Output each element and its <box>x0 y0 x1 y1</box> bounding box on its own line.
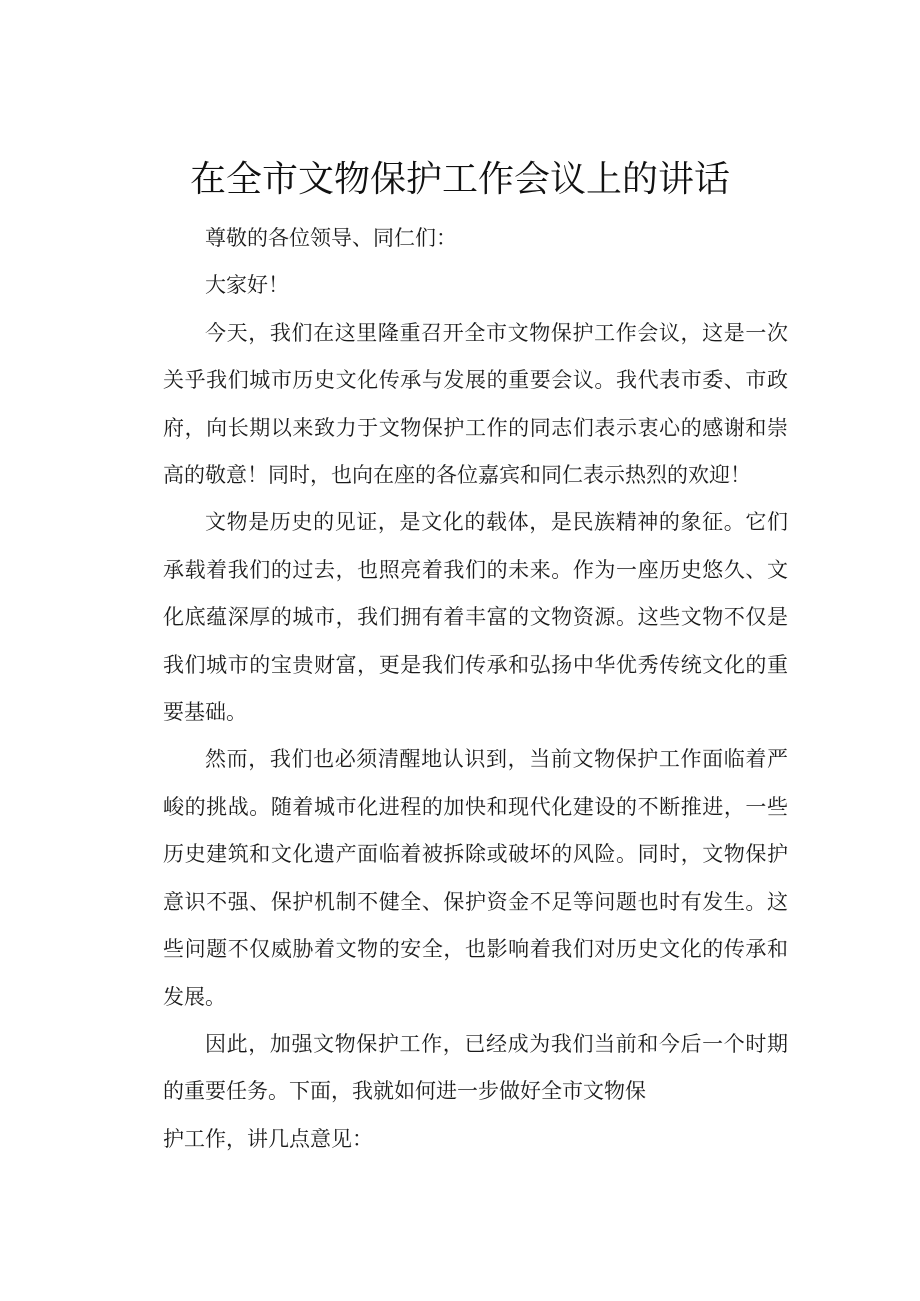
salutation-paragraph: 尊敬的各位领导、同仁们： <box>205 226 457 250</box>
significance-paragraph: 文物是历史的见证，是文化的载体，是民族精神的象征。它们承载着我们的过去，也照亮着我们的未来。作为一座历史悠久、文化底蕴深厚的城市，我们拥有着丰富的文物资源。这些文物不仅是我们城市的宝贵财富，更是我们传承和弘扬中华优秀传统文化的重要基础。 <box>163 510 788 725</box>
opening-paragraph: 今天，我们在这里隆重召开全市文物保护工作会议，这是一次关乎我们城市历史文化传承与发展的重要会议。我代表市委、市政府，向长期以来致力于文物保护工作的同志们表示衷心的感谢和崇高的敬意！同时，也向在座的各位嘉宾和同仁表示热烈的欢迎！ <box>163 320 788 488</box>
greeting-paragraph: 大家好！ <box>205 273 289 298</box>
task-paragraph-continuation: 护工作，讲几点意见： <box>163 1126 373 1151</box>
document-body <box>163 215 788 1163</box>
task-paragraph: 因此，加强文物保护工作，已经成为我们当前和今后一个时期的重要任务。下面，我就如何进一步做好全市文物保 <box>163 1031 788 1104</box>
challenges-paragraph: 然而，我们也必须清醒地认识到，当前文物保护工作面临着严峻的挑战。随着城市化进程的加快和现代化建设的不断推进，一些历史建筑和文化遗产面临着被拆除或破坏的风险。同时，文物保护意识不强、保护机制不健全、保护资金不足等问题也时有发生。这些问题不仅威胁着文物的安全，也影响着我们对历史文化的传承和发展。 <box>163 747 788 1009</box>
document-title: 在全市文物保护工作会议上的讲话 <box>189 159 730 200</box>
